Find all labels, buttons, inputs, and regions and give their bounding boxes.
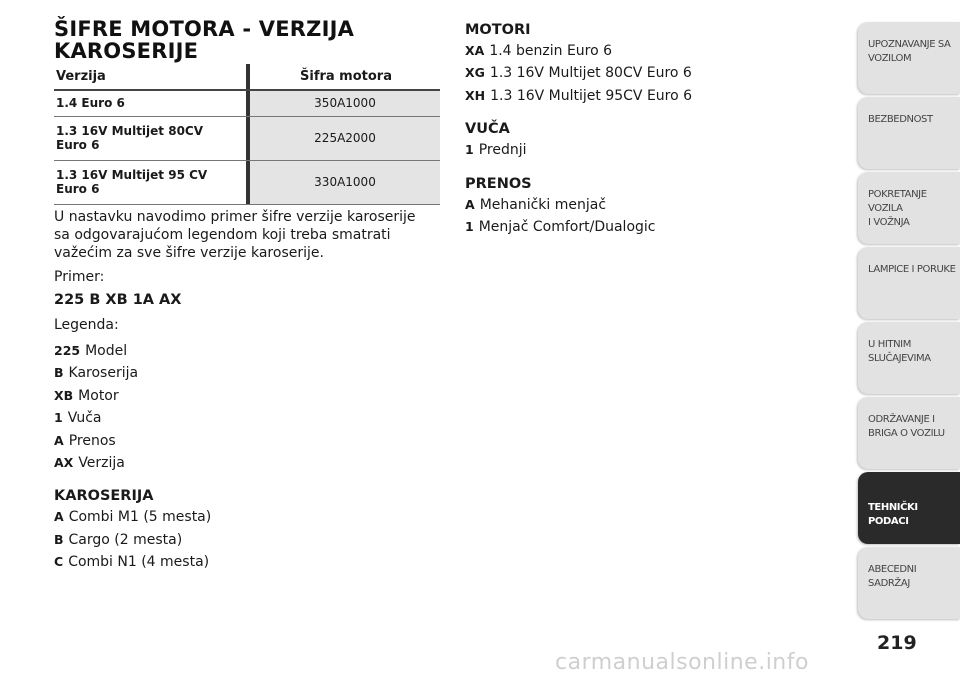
tab-odrzavanje[interactable]: ODRŽAVANJE I BRIGA O VOZILU	[858, 397, 960, 469]
example-code: 225 B XB 1A AX	[54, 292, 182, 308]
legend-item: 1 Vuča	[54, 410, 102, 427]
page-title	[54, 18, 434, 62]
motori-item: XH 1.3 16V Multijet 95CV Euro 6	[465, 87, 693, 104]
legend-label: Legenda:	[54, 317, 119, 333]
table-cell-version: 1.3 16V Multijet 95 CV Euro 6	[54, 160, 246, 204]
legend-item: 225 Model	[54, 343, 128, 359]
table-row	[54, 160, 440, 204]
table-cell-version: 1.4 Euro 6	[54, 90, 246, 116]
motori-heading: MOTORI	[465, 22, 531, 38]
tab-abecedni-sadrzaj[interactable]: ABECEDNI SADRŽAJ	[858, 547, 960, 619]
page-number: 219	[877, 632, 917, 654]
title-line-1: ŠIFRE MOTORA - VERZIJA	[54, 17, 355, 41]
karoserija-item: B Cargo (2 mesta)	[54, 531, 183, 548]
table-row	[54, 116, 440, 160]
prenos-item: 1 Menjač Comfort/Dualogic	[465, 219, 656, 236]
tab-tehnicki-podaci[interactable]: TEHNIČKI PODACI	[858, 472, 960, 544]
karoserija-item: C Combi N1 (4 mesta)	[54, 554, 210, 571]
example-label: Primer:	[54, 269, 105, 285]
left-column	[54, 208, 444, 574]
title-line-2: KAROSERIJE	[54, 39, 199, 63]
table-cell-engine-code: 350A1000	[250, 90, 440, 116]
chapter-tabs	[858, 22, 960, 622]
watermark-text: carmanualsonline.info	[555, 650, 809, 675]
table-cell-engine-code: 330A1000	[250, 160, 440, 204]
vuca-item: 1 Prednji	[465, 142, 527, 159]
vuca-heading: VUČA	[465, 121, 510, 138]
tab-upoznavanje-sa-vozilom[interactable]: UPOZNAVANJE SA VOZILOM	[858, 22, 960, 94]
table-row	[54, 90, 440, 116]
table-header-engine-code: Šifra motora	[250, 64, 440, 90]
karoserija-item: A Combi M1 (5 mesta)	[54, 509, 212, 526]
table-header-row	[54, 64, 440, 90]
motori-item: XG 1.3 16V Multijet 80CV Euro 6	[465, 65, 692, 82]
prenos-heading: PRENOS	[465, 175, 532, 192]
legend-item: A Prenos	[54, 432, 116, 449]
tab-u-hitnim-slucajevima[interactable]: U HITNIM SLUČAJEVIMA	[858, 322, 960, 394]
motori-item: XA 1.4 benzin Euro 6	[465, 43, 613, 59]
legend-item: XB Motor	[54, 387, 119, 404]
legend-item: B Karoserija	[54, 365, 139, 382]
table-cell-engine-code: 225A2000	[250, 116, 440, 160]
table-header-version: Verzija	[54, 64, 246, 90]
prenos-item: A Mehanički menjač	[465, 196, 607, 213]
intro-paragraph: U nastavku navodimo primer šifre verzije karoserije sa odgovarajućom legendom koji treba smatrati važećim za sve šifre verzije karoserije.	[54, 209, 416, 261]
legend-item: AX Verzija	[54, 455, 125, 472]
karoserija-heading: KAROSERIJA	[54, 488, 154, 505]
tab-lampice-i-poruke[interactable]: LAMPICE I PORUKE	[858, 247, 960, 319]
table-cell-version: 1.3 16V Multijet 80CV Euro 6	[54, 116, 246, 160]
tab-bezbednost[interactable]: BEZBEDNOST	[858, 97, 960, 169]
tab-pokretanje-vozila[interactable]: POKRETANJE VOZILA I VOŽNJA	[858, 172, 960, 244]
right-column	[465, 22, 805, 238]
engine-code-table	[54, 64, 440, 205]
